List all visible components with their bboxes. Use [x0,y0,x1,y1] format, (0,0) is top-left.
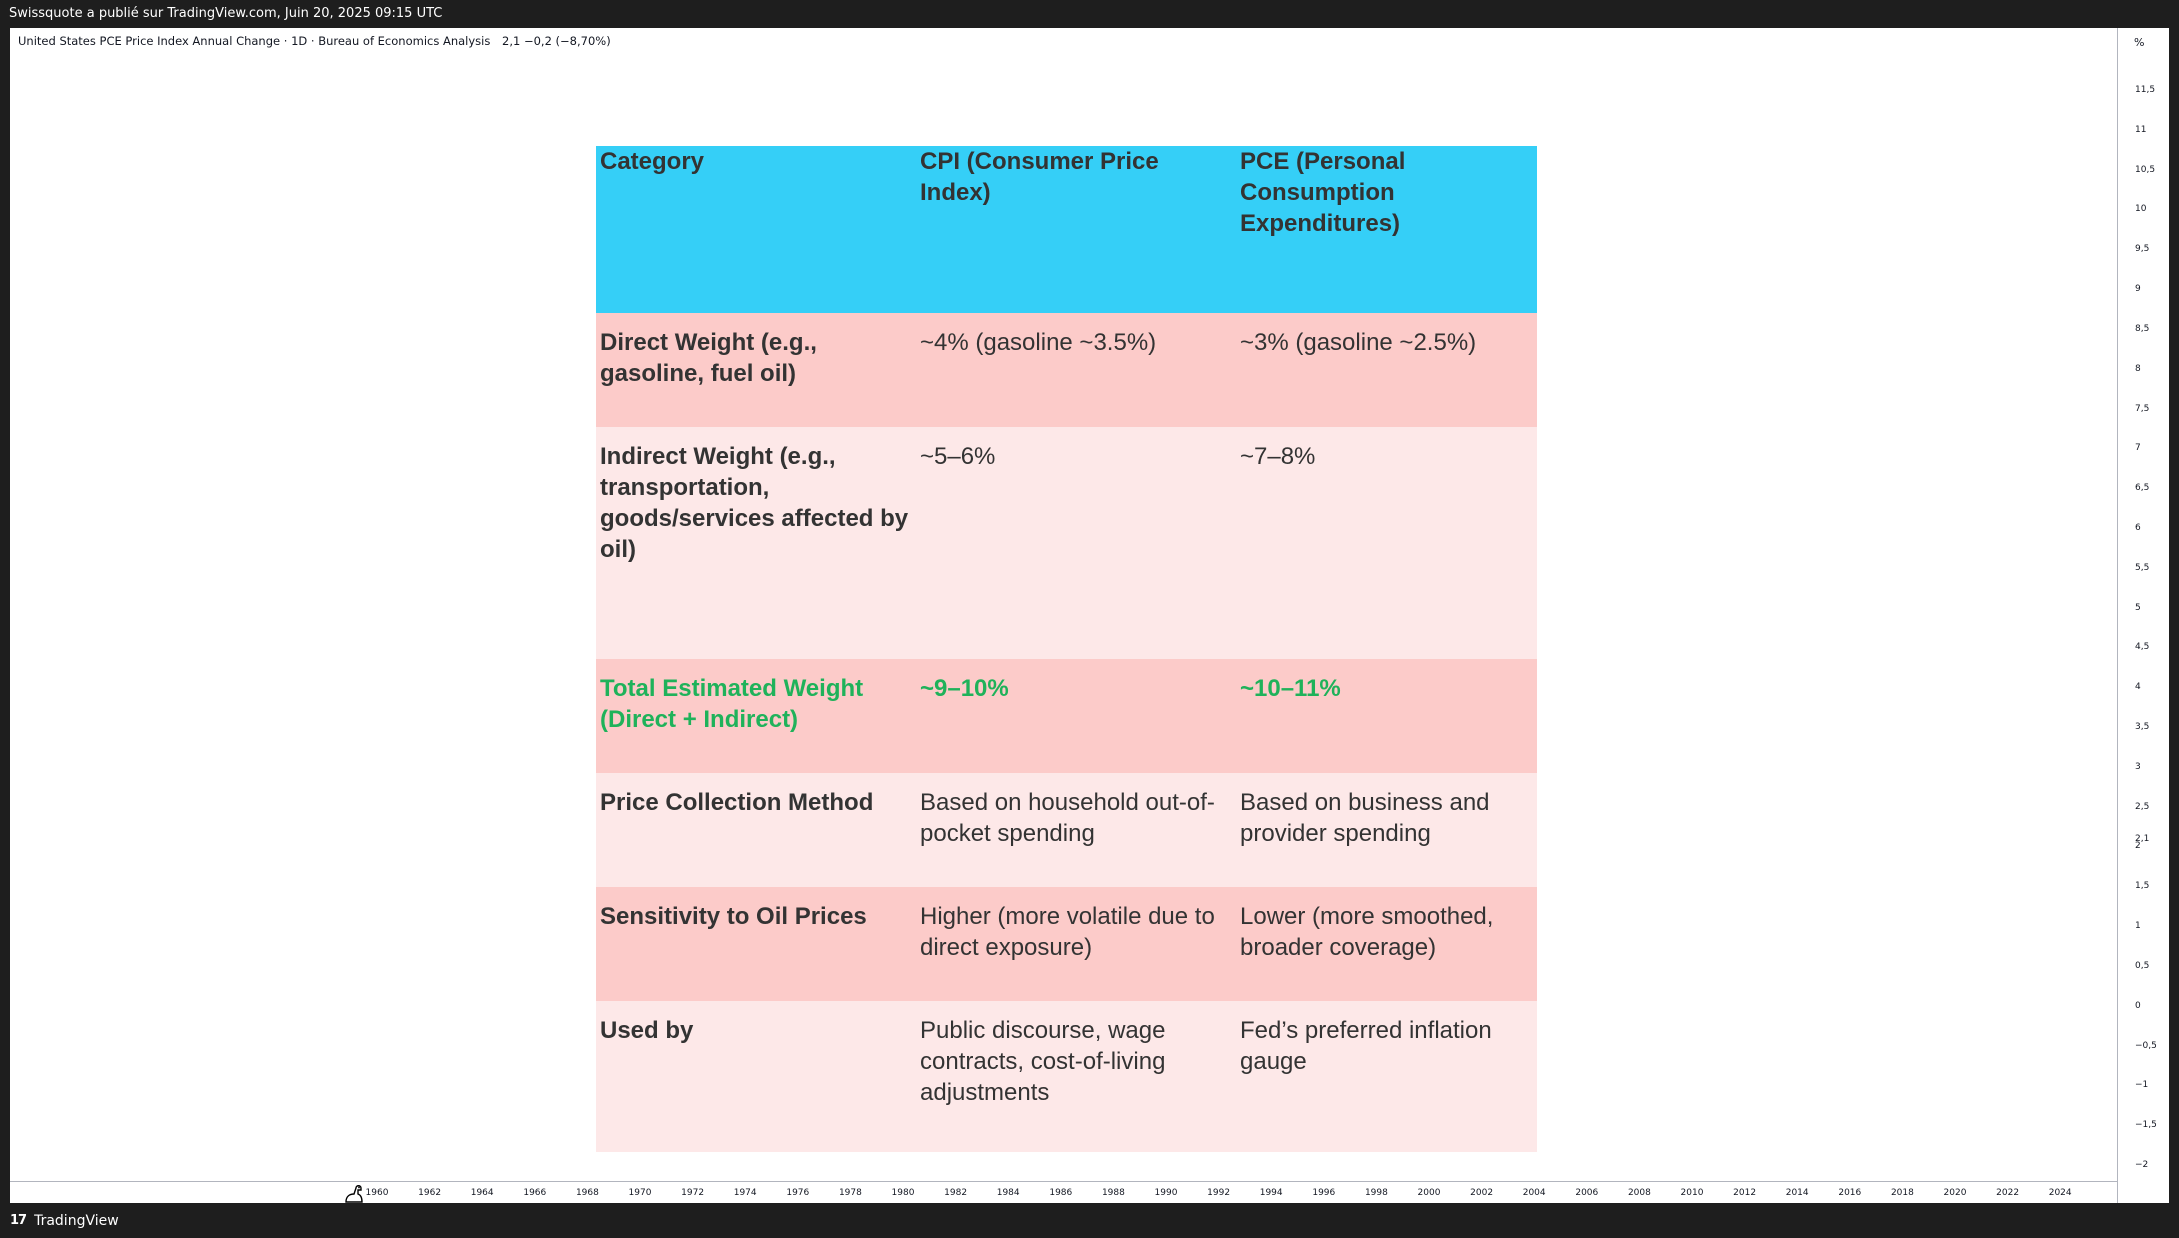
price-scale-tick: 2,1 [2135,833,2150,844]
time-scale-tick: 1964 [470,1188,494,1198]
row-cpi: ~5–6% [920,443,996,470]
row-pce: Lower (more smoothed, broader coverage) [1240,903,1494,961]
time-scale-tick: 1980 [891,1188,915,1198]
row-pce: ~10–11% [1240,675,1341,702]
price-scale[interactable] [2118,28,2169,1181]
time-scale-tick: 2014 [1785,1188,1809,1198]
price-scale-tick: 2 [2135,841,2141,852]
time-scale-tick: 2000 [1417,1188,1441,1198]
row-cpi: Higher (more volatile due to direct exposure) [920,903,1215,961]
time-scale-tick: 1988 [1101,1188,1125,1198]
time-scale[interactable] [10,1181,2117,1203]
price-scale-tick: 1,5 [2135,881,2150,892]
time-scale-tick: 1978 [838,1188,862,1198]
table-row [596,1001,1537,1152]
time-scale-tick: 1982 [944,1188,968,1198]
price-scale-tick: 5,5 [2135,562,2150,573]
time-scale-tick: 1986 [1049,1188,1073,1198]
time-scale-tick: 1960 [365,1188,389,1198]
time-scale-tick: 1968 [575,1188,599,1198]
row-cpi: ~4% (gasoline ~3.5%) [920,329,1157,356]
time-scale-tick: 2006 [1575,1188,1599,1198]
table-row [596,427,1537,659]
time-scale-tick: 1984 [996,1188,1020,1198]
chart-area[interactable] [10,28,2169,1203]
row-cpi: Based on household out-of-pocket spending [920,789,1215,847]
row-pce: Based on business and provider spending [1240,789,1490,847]
publisher-text: Swissquote a publié sur TradingView.com, Juin 20, 2025 09:15 UTC [9,6,443,21]
time-scale-tick: 1962 [418,1188,442,1198]
time-scale-tick: 2020 [1943,1188,1967,1198]
tradingview-logo-icon[interactable]: 17 [10,1213,27,1228]
legend-title: United States PCE Price Index Annual Change · 1D · Bureau of Economics Analysis [18,34,491,48]
price-scale-tick: 5 [2135,602,2141,613]
time-scale-tick: 2024 [2048,1188,2072,1198]
price-scale-tick: 4,5 [2135,642,2150,653]
table-row-total [596,659,1537,773]
time-scale-tick: 1992 [1207,1188,1231,1198]
price-scale-tick: 10 [2135,204,2147,215]
price-scale-tick: 2,5 [2135,801,2150,812]
table-header-row [596,146,1537,313]
row-category: Direct Weight (e.g., gasoline, fuel oil) [600,329,817,387]
legend-values: 2,1 −0,2 (−8,70%) [502,34,611,48]
footer-bar [0,1203,2179,1238]
time-scale-tick: 1990 [1154,1188,1178,1198]
price-scale-tick: 7,5 [2135,403,2150,414]
time-scale-tick: 2018 [1890,1188,1914,1198]
price-scale-tick: 8,5 [2135,323,2150,334]
time-scale-tick: 2002 [1470,1188,1494,1198]
price-scale-tick: 8 [2135,363,2141,374]
time-scale-tick: 1998 [1364,1188,1388,1198]
time-scale-tick: 1994 [1259,1188,1283,1198]
table-row [596,313,1537,427]
time-scale-tick: 1976 [786,1188,810,1198]
price-scale-tick: 9 [2135,284,2141,295]
time-scale-tick: 2010 [1680,1188,1704,1198]
price-scale-tick: 4 [2135,682,2141,693]
time-scale-tick: 1970 [628,1188,652,1198]
row-category: Indirect Weight (e.g., transportation, goods/services affected by oil) [600,443,909,563]
row-pce: ~7–8% [1240,443,1316,470]
price-scale-tick: 10,5 [2135,164,2156,175]
table-row [596,887,1537,1001]
row-pce: ~3% (gasoline ~2.5%) [1240,329,1477,356]
time-scale-tick: 2004 [1522,1188,1546,1198]
time-scale-tick: 1966 [523,1188,547,1198]
series-legend[interactable] [18,34,611,48]
time-scale-tick: 2008 [1627,1188,1651,1198]
time-scale-tick: 1972 [681,1188,705,1198]
row-cpi: Public discourse, wage contracts, cost-of-living adjustments [920,1017,1166,1106]
price-scale-tick: 1 [2135,921,2141,932]
price-scale-tick: 0 [2135,1000,2141,1011]
price-scale-tick: 3 [2135,761,2141,772]
price-scale-tick: 6 [2135,522,2141,533]
price-scale-tick: −1 [2135,1080,2149,1091]
price-scale-unit[interactable]: % [2134,36,2145,49]
price-scale-tick: 3,5 [2135,722,2150,733]
price-scale-tick: 11 [2135,124,2147,135]
header-pce: PCE (Personal Consumption Expenditures) [1240,148,1406,237]
row-pce: Fed’s preferred inflation gauge [1240,1017,1492,1075]
header-category: Category [600,148,705,175]
price-scale-tick: −1,5 [2135,1120,2157,1131]
header-cpi: CPI (Consumer Price Index) [920,148,1159,206]
price-scale-tick: 0,5 [2135,960,2150,971]
comparison-table [596,146,1537,1152]
row-category: Total Estimated Weight (Direct + Indirect) [600,675,864,733]
price-scale-tick: 11,5 [2135,85,2156,95]
price-scale-tick: 6,5 [2135,483,2150,494]
publisher-bar [0,0,2179,28]
price-scale-tick: 9,5 [2135,244,2150,255]
time-scale-tick: 2022 [1996,1188,2020,1198]
row-cpi: ~9–10% [920,675,1009,702]
time-scale-tick: 2016 [1838,1188,1862,1198]
time-scale-tick: 1974 [733,1188,757,1198]
row-category: Sensitivity to Oil Prices [600,903,867,930]
price-scale-tick: −2 [2135,1160,2149,1170]
time-scale-tick: 2012 [1733,1188,1757,1198]
table-row [596,773,1537,887]
tradingview-brand[interactable]: TradingView [34,1212,119,1229]
price-scale-tick: 7 [2135,443,2141,454]
row-category: Price Collection Method [600,789,874,816]
price-scale-tick: −0,5 [2135,1040,2157,1051]
row-category: Used by [600,1017,694,1044]
time-scale-tick: 1996 [1312,1188,1336,1198]
